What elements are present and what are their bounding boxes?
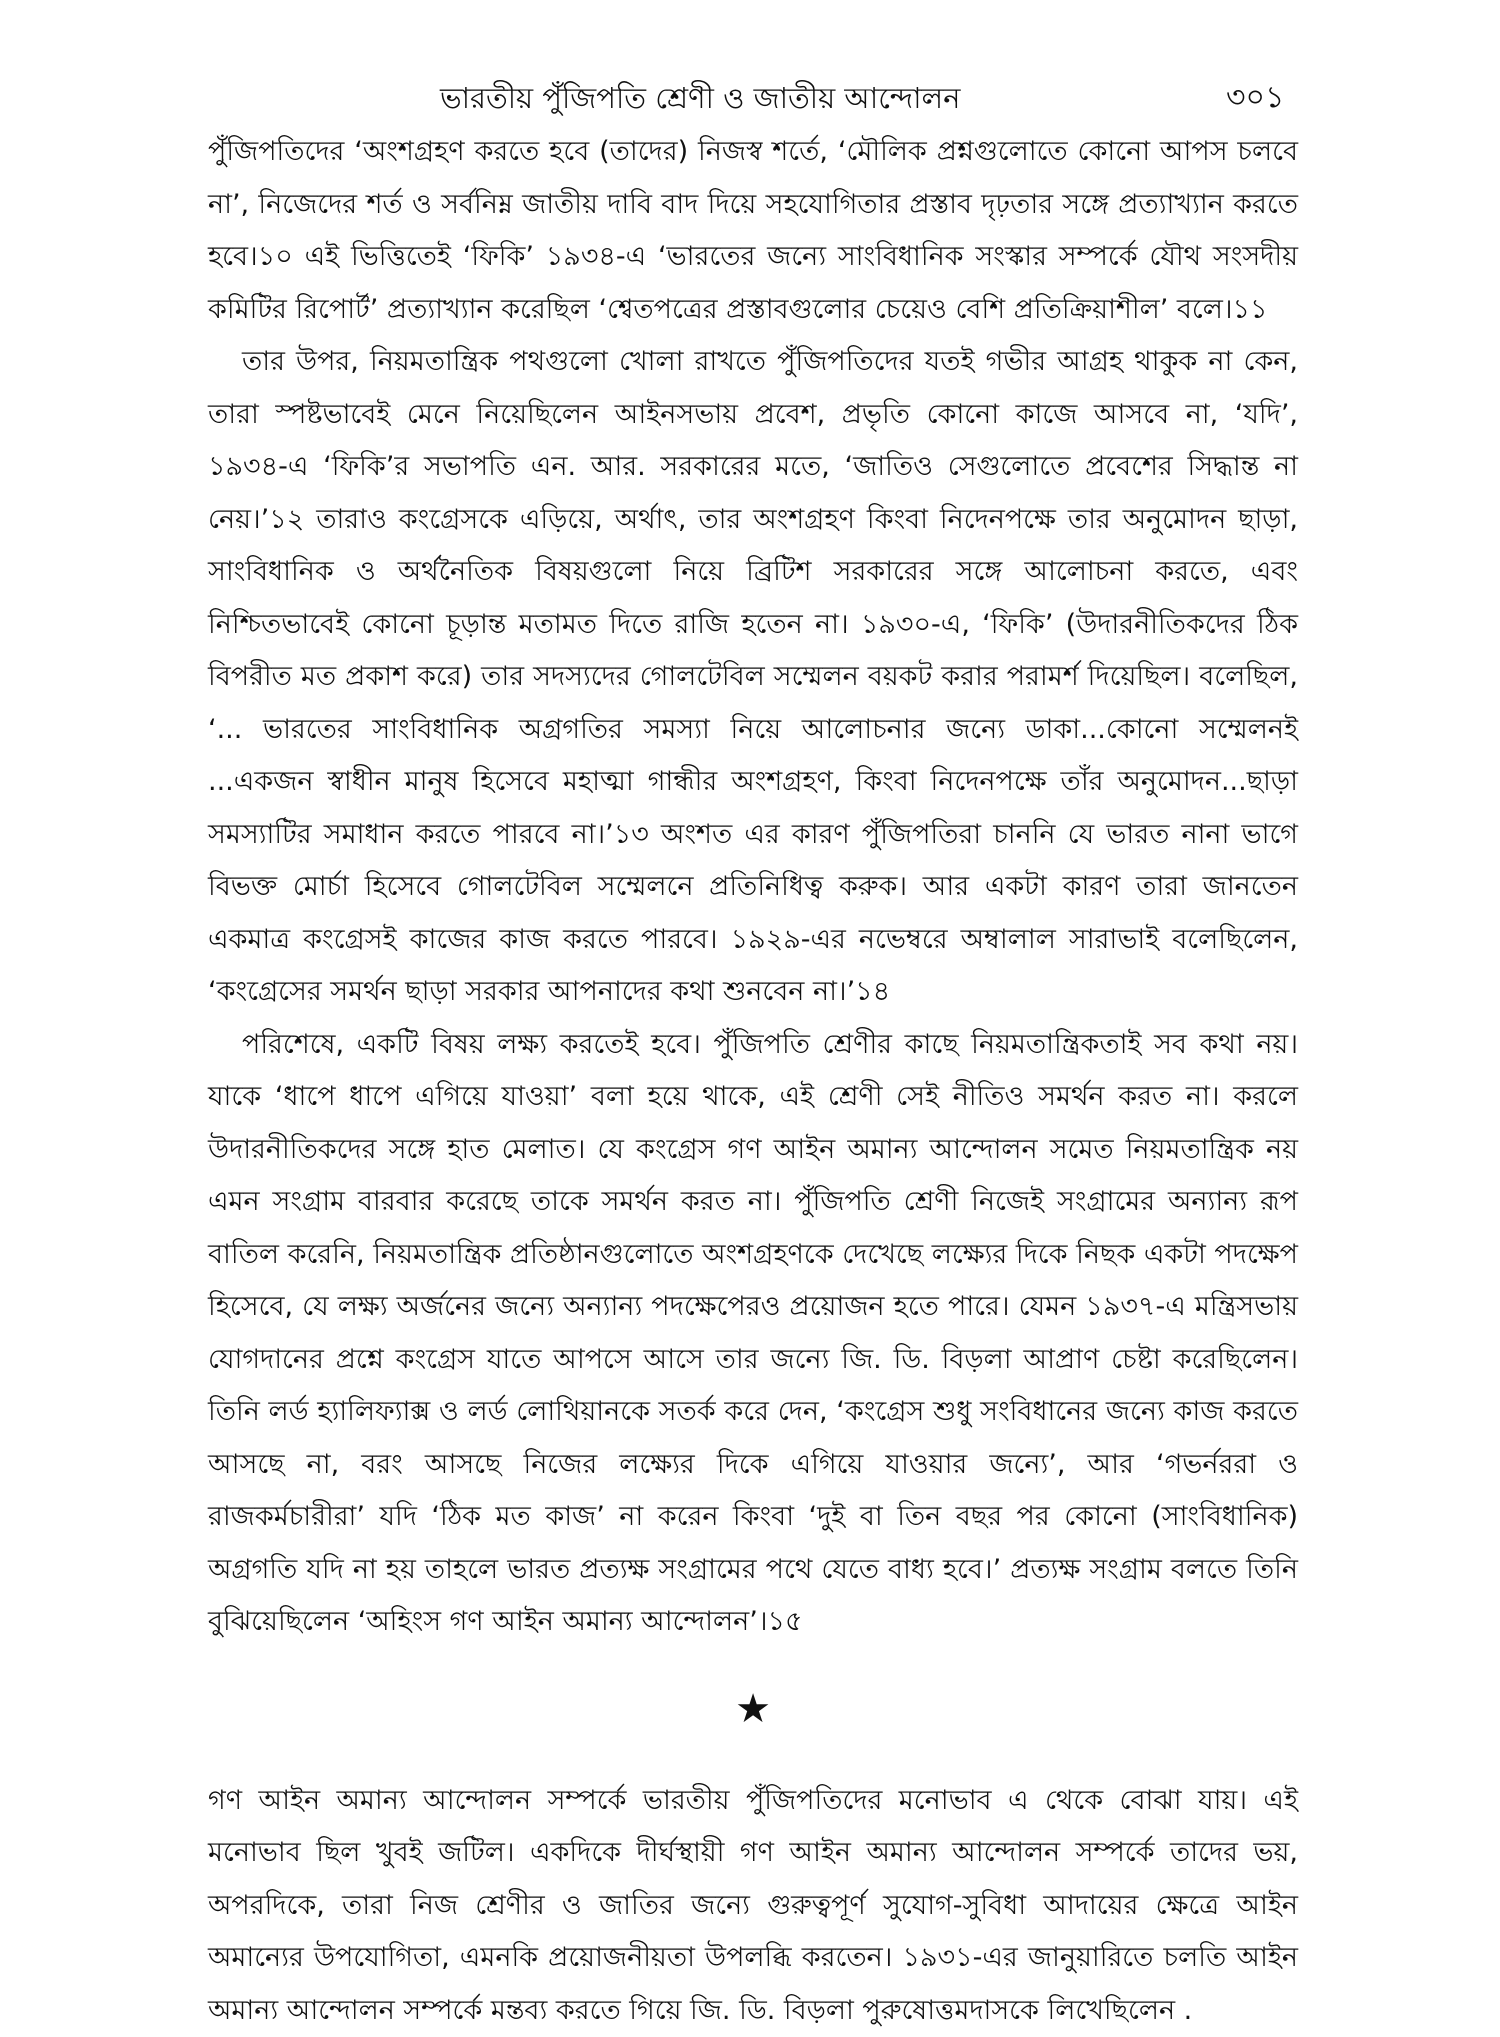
paragraph-1: পুঁজিপতিদের ‘অংশগ্রহণ করতে হবে (তাদের) নিজস্ব শর্তে, ‘মৌলিক প্রশ্নগুলোতে কোনো আপস চলবে না’, নিজেদের শর্ত ও সর্বনিম্ন জাতীয় দাবি বাদ দিয়ে সহযোগিতার প্রস্তাব দৃঢ়তার সঙ্গে প্রত্যাখ্যান করতে হবে।১০ এই ভিত্তিতেই ‘ফিকি’ ১৯৩৪-এ ‘ভারতের জন্যে সাংবিধানিক সংস্কার সম্পর্কে যৌথ সংসদীয় কমিটির রিপোর্ট’ প্রত্যাখ্যান করেছিল ‘শ্বেতপত্রের প্রস্তাবগুলোর চেয়েও বেশি প্রতিক্রিয়াশীল’ বলে।১১ [208,126,1298,336]
paragraph-3: পরিশেষে, একটি বিষয় লক্ষ্য করতেই হবে। পুঁজিপতি শ্রেণীর কাছে নিয়মতান্ত্রিকতাই সব কথা নয়। যাকে ‘ধাপে ধাপে এগিয়ে যাওয়া’ বলা হয়ে থাকে, এই শ্রেণী সেই নীতিও সমর্থন করত না। করলে উদারনীতিকদের সঙ্গে হাত মেলাত। যে কংগ্রেস গণ আইন অমান্য আন্দোলন সমেত নিয়মতান্ত্রিক নয় এমন সংগ্রাম বারবার করেছে তাকে সমর্থন করত না। পুঁজিপতি শ্রেণী নিজেই সংগ্রামের অন্যান্য রূপ বাতিল করেনি, নিয়মতান্ত্রিক প্রতিষ্ঠানগুলোতে অংশগ্রহণকে দেখেছে লক্ষ্যের দিকে নিছক একটা পদক্ষেপ হিসেবে, যে লক্ষ্য অর্জনের জন্যে অন্যান্য পদক্ষেপেরও প্রয়োজন হতে পারে। যেমন ১৯৩৭-এ মন্ত্রিসভায় যোগদানের প্রশ্নে কংগ্রেস যাতে আপসে আসে তার জন্যে জি. ডি. বিড়লা আপ্রাণ চেষ্টা করেছিলেন। তিনি লর্ড হ্যালিফ্যাক্স ও লর্ড লোথিয়ানকে সতর্ক করে দেন, ‘কংগ্রেস শুধু সংবিধানের জন্যে কাজ করতে আসছে না, বরং আসছে নিজের লক্ষ্যের দিকে এগিয়ে যাওয়ার জন্যে’, আর ‘গভর্নররা ও রাজকর্মচারীরা’ যদি ‘ঠিক মত কাজ’ না করেন কিংবা ‘দুই বা তিন বছর পর কোনো (সাংবিধানিক) অগ্রগতি যদি না হয় তাহলে ভারত প্রত্যক্ষ সংগ্রামের পথে যেতে বাধ্য হবে।’ প্রত্যক্ষ সংগ্রাম বলতে তিনি বুঝিয়েছিলেন ‘অহিংস গণ আইন অমান্য আন্দোলন’।১৫ [208,1019,1298,1649]
section-break-star-icon: ★ [208,1689,1298,1729]
paragraph-2: তার উপর, নিয়মতান্ত্রিক পথগুলো খোলা রাখতে পুঁজিপতিদের যতই গভীর আগ্রহ থাকুক না কেন, তারা স্পষ্টভাবেই মেনে নিয়েছিলেন আইনসভায় প্রবেশ, প্রভৃতি কোনো কাজে আসবে না, ‘যদি’, ১৯৩৪-এ ‘ফিকি’র সভাপতি এন. আর. সরকারের মতে, ‘জাতিও সেগুলোতে প্রবেশের সিদ্ধান্ত না নেয়।’১২ তারাও কংগ্রেসকে এড়িয়ে, অর্থাৎ, তার অংশগ্রহণ কিংবা নিদেনপক্ষে তার অনুমোদন ছাড়া, সাংবিধানিক ও অর্থনৈতিক বিষয়গুলো নিয়ে ব্রিটিশ সরকারের সঙ্গে আলোচনা করতে, এবং নিশ্চিতভাবেই কোনো চূড়ান্ত মতামত দিতে রাজি হতেন না। ১৯৩০-এ, ‘ফিকি’ (উদারনীতিকদের ঠিক বিপরীত মত প্রকাশ করে) তার সদস্যদের গোলটেবিল সম্মেলন বয়কট করার পরামর্শ দিয়েছিল। বলেছিল, ‘... ভারতের সাংবিধানিক অগ্রগতির সমস্যা নিয়ে আলোচনার জন্যে ডাকা...কোনো সম্মেলনই ...একজন স্বাধীন মানুষ হিসেবে মহাত্মা গান্ধীর অংশগ্রহণ, কিংবা নিদেনপক্ষে তাঁর অনুমোদন...ছাড়া সমস্যাটির সমাধান করতে পারবে না।’১৩ অংশত এর কারণ পুঁজিপতিরা চাননি যে ভারত নানা ভাগে বিভক্ত মোর্চা হিসেবে গোলটেবিল সম্মেলনে প্রতিনিধিত্ব করুক। আর একটা কারণ তারা জানতেন একমাত্র কংগ্রেসই কাজের কাজ করতে পারবে। ১৯২৯-এর নভেম্বরে অম্বালাল সারাভাই বলেছিলেন, ‘কংগ্রেসের সমর্থন ছাড়া সরকার আপনাদের কথা শুনবেন না।’১৪ [208,336,1298,1019]
paragraph-4: গণ আইন অমান্য আন্দোলন সম্পর্কে ভারতীয় পুঁজিপতিদের মনোভাব এ থেকে বোঝা যায়। এই মনোভাব ছিল খুবই জটিল। একদিকে দীর্ঘস্থায়ী গণ আইন অমান্য আন্দোলন সম্পর্কে তাদের ভয়, অপরদিকে, তারা নিজ শ্রেণীর ও জাতির জন্যে গুরুত্বপূর্ণ সুযোগ-সুবিধা আদায়ের ক্ষেত্রে আইন অমান্যের উপযোগিতা, এমনকি প্রয়োজনীয়তা উপলব্ধি করতেন। ১৯৩১-এর জানুয়ারিতে চলতি আইন অমান্য আন্দোলন সম্পর্কে মন্তব্য করতে গিয়ে জি. ডি. বিড়লা পুরুষোত্তমদাসকে লিখেছিলেন . [208,1775,1298,2037]
body-text [208,126,1298,2037]
running-head-title: ভারতীয় পুঁজিপতি শ্রেণী ও জাতীয় আন্দোলন [440,78,960,118]
page-number: ৩০১ [1226,78,1284,118]
